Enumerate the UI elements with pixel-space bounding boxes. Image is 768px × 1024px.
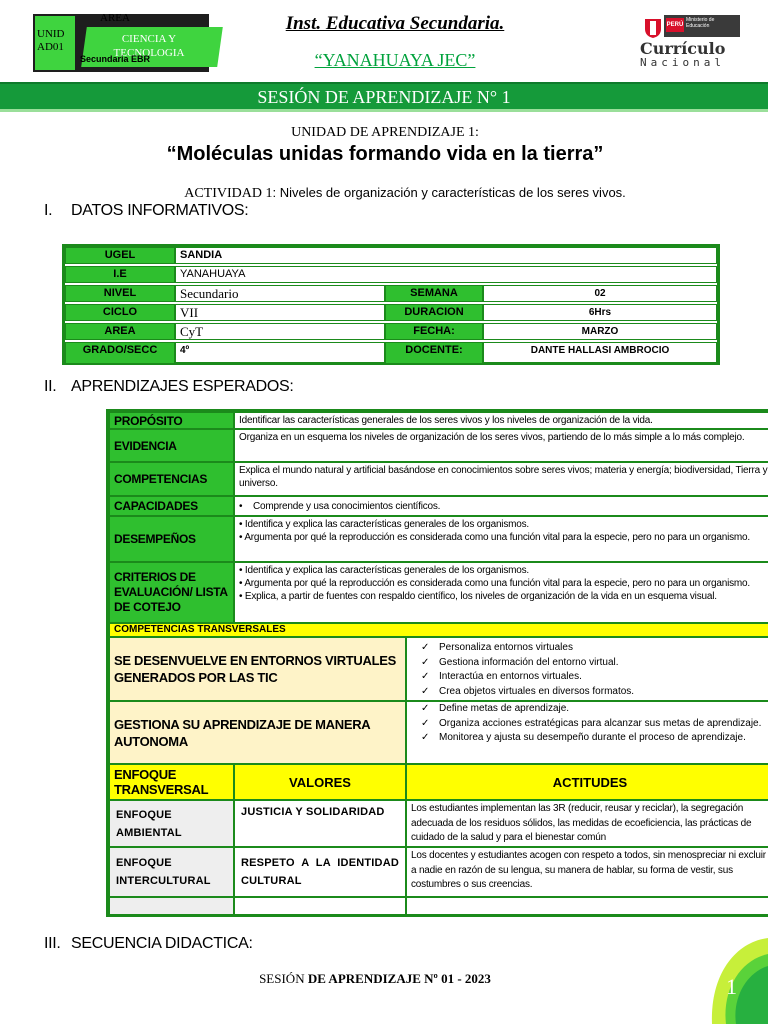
table-row: CICLO VII DURACION 6Hrs — [65, 304, 717, 321]
enfoque-valor: JUSTICIA Y SOLIDARIDAD — [234, 800, 406, 847]
table-row: UGEL SANDIA — [65, 247, 717, 264]
checklist-item: ✓ Interactúa en entornos virtuales. — [421, 670, 768, 685]
activity-label: ACTIVIDAD 1 — [184, 186, 273, 201]
enfoque-valor: RESPETO A LA IDENTIDAD CULTURAL — [234, 847, 406, 897]
enfoque-name: ENFOQUE INTERCULTURAL — [109, 847, 234, 897]
criterios-label: CRITERIOS DE EVALUACIÓN/ LISTA DE COTEJO — [109, 562, 234, 623]
enfoque-actitud: Los estudiantes implementan las 3R (reducir, reusar y reciclar), la segregación adecuada de los residuos sólidos, las medidas de ecoeficiencia, las prácticas de cuidado de la salud y para el bienestar común — [406, 800, 768, 847]
enfoque-header: ENFOQUE TRANSVERSAL — [109, 764, 234, 800]
unit-tag: UNID AD01 — [35, 16, 75, 70]
session-title: SESIÓN DE APRENDIZAJE N° 1 — [257, 87, 511, 107]
empty-cell — [406, 897, 768, 917]
page-number: 1 — [726, 974, 737, 999]
enfoque-actitud: Los docentes y estudiantes acogen con respeto a todos, sin menospreciar ni excluir a nadie en razón de su lengua, su manera de hablar, su forma de vestir, sus costumbres o sus creencias. — [406, 847, 768, 897]
valores-header: VALORES — [234, 764, 406, 800]
section-heading-aprendizajes: II. APRENDIZAJES ESPERADOS: — [44, 378, 294, 395]
curriculo-nacional-logo — [634, 15, 744, 71]
capacidades-label: CAPACIDADES — [109, 496, 234, 516]
area-label: AREA — [100, 12, 130, 24]
enfoque-name: ENFOQUE AMBIENTAL — [109, 800, 234, 847]
logo-word-curriculo: Currículo — [640, 39, 726, 58]
institution-name: Inst. Educativa Secundaria. — [285, 13, 505, 34]
checklist-item: ✓ Monitorea y ajusta su desempeño durante el proceso de aprendizaje. — [421, 731, 768, 746]
checklist-item: ✓ Organiza acciones estratégicas para alcanzar sus metas de aprendizaje. — [421, 717, 768, 732]
section-heading-datos: I. DATOS INFORMATIVOS: — [44, 202, 249, 219]
competencias-label: COMPETENCIAS — [109, 462, 234, 496]
autonoma-checklist — [406, 701, 768, 764]
unit-label: UNIDAD DE APRENDIZAJE 1: — [291, 125, 479, 140]
ministry-name: Ministerio de Educación — [686, 17, 715, 29]
checklist-item: ✓ Define metas de aprendizaje. — [421, 702, 768, 717]
section-heading-secuencia: III. SECUENCIA DIDACTICA: — [44, 935, 253, 952]
autonoma-competence-label: GESTIONA SU APRENDIZAJE DE MANERA AUTONOMA — [109, 701, 406, 764]
footer-text: SESIÓN DE APRENDIZAJE Nº 01 - 2023 — [259, 971, 491, 986]
proposito-text: Identificar las características generales de los seres vivos y los niveles de organización de la vida. — [234, 412, 768, 429]
table-row: AREA CyT FECHA: MARZO — [65, 323, 717, 340]
course-tag: CIENCIA Y TECNOLOGIA — [113, 33, 185, 59]
session-title-bar — [0, 82, 768, 112]
table-row: GRADO/SECC 4º DOCENTE: DANTE HALLASI AMBROCIO — [65, 342, 717, 364]
tic-competence-label: SE DESENVUELVE EN ENTORNOS VIRTUALES GENERADOS POR LAS TIC — [109, 637, 406, 701]
desempenos-cell — [234, 516, 768, 562]
checklist-item: ✓ Personaliza entornos virtuales — [421, 641, 768, 656]
level-tag: Secundaria EBR — [80, 54, 151, 64]
peru-badge: PERÚ — [666, 18, 684, 32]
green-corner-decoration — [640, 920, 768, 1024]
empty-cell — [109, 897, 234, 917]
desempeno-item: • Identifica y explica las características generales de los organismos. — [239, 519, 529, 530]
empty-cell — [234, 897, 406, 917]
criterios-cell — [234, 562, 768, 623]
capacidades-cell: • Comprende y usa conocimientos científicos. — [234, 496, 768, 516]
evidencia-text: Organiza en un esquema los niveles de organización de los seres vivos, partiendo de lo más simple a lo más complejo. — [234, 429, 768, 462]
criterio-item: • Explica, a partir de fuentes con respaldo científico, los niveles de organización de la vida en un esquema visual. — [239, 591, 717, 602]
table-row: NIVEL Secundario SEMANA 02 — [65, 285, 717, 302]
checklist-item: ✓ Crea objetos virtuales en diversos formatos. — [421, 685, 768, 700]
logo-word-nacional: Nacional — [640, 56, 725, 69]
capacidades-text: Comprende y usa conocimientos científicos. — [253, 501, 441, 512]
peru-shield-icon — [640, 17, 666, 39]
desempeno-item: • Argumenta por qué la reproducción es considerada como una función vital para la especie, pero no para un organismo. — [239, 532, 750, 543]
school-name: “YANAHUAYA JEC” — [314, 50, 476, 70]
desempenos-label: DESEMPEÑOS — [109, 516, 234, 562]
unit-title: “Moléculas unidas formando vida en la tierra” — [166, 143, 604, 165]
checklist-item: ✓ Gestiona información del entorno virtual. — [421, 656, 768, 671]
criterio-item: • Identifica y explica las características generales de los organismos. — [239, 565, 529, 576]
table-row: I.E YANAHUAYA — [65, 266, 717, 283]
datos-informativos-table — [62, 244, 720, 365]
criterio-item: • Argumenta por qué la reproducción es considerada como una función vital para la especie, pero no para un organismo. — [239, 578, 750, 589]
proposito-label: PROPÓSITO — [109, 412, 234, 429]
competencias-text: Explica el mundo natural y artificial basándose en conocimientos sobre seres vivos; materia y energía; biodiversidad, Tierra y universo. — [234, 462, 768, 496]
actitudes-header: ACTITUDES — [406, 764, 768, 800]
transversales-header: COMPETENCIAS TRANSVERSALES — [109, 623, 768, 637]
activity-text: : Niveles de organización y características de los seres vivos. — [272, 185, 626, 200]
activity-line — [0, 185, 768, 202]
aprendizajes-table — [106, 409, 768, 917]
evidencia-label: EVIDENCIA — [109, 429, 234, 462]
tic-checklist — [406, 637, 768, 701]
